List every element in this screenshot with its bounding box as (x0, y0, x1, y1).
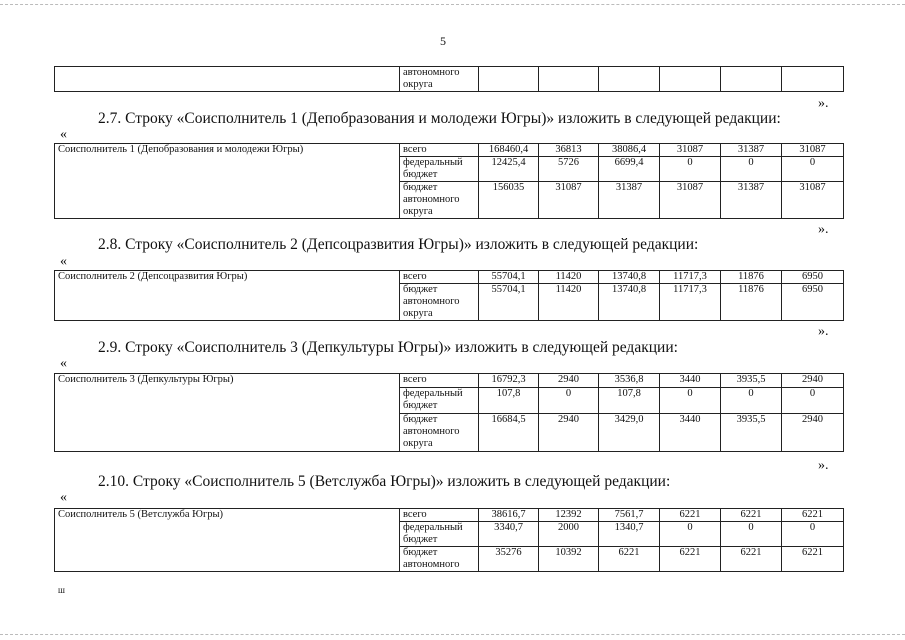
section-heading: 2.7. Строку «Соисполнитель 1 (Депобразования и молодежи Югры)» изложить в следующей редакции: (98, 110, 781, 127)
table-row (55, 374, 844, 388)
section-heading: 2.9. Строку «Соисполнитель 3 (Депкультуры Югры)» изложить в следующей редакции: (98, 339, 678, 356)
table-row (55, 509, 844, 522)
executor-cell: Соисполнитель 1 (Депобразования и молодежи Югры) (55, 144, 400, 219)
row-label: всего (400, 144, 479, 157)
section-heading: 2.8. Строку «Соисполнитель 2 (Депсоцразвития Югры)» изложить в следующей редакции: (98, 236, 699, 253)
value-cell: 156035 (479, 182, 539, 219)
closing-quote: ». (818, 96, 829, 111)
executor-cell: Соисполнитель 3 (Депкультуры Югры) (55, 374, 400, 452)
value-cell: 0 (782, 388, 844, 414)
value-cell: 3429,0 (599, 414, 660, 452)
value-cell: 38616,7 (479, 509, 539, 522)
row-label: всего (400, 271, 479, 284)
value-cell: 31087 (782, 144, 844, 157)
value-cell: 0 (660, 157, 721, 182)
value-cell: 3440 (660, 414, 721, 452)
value-cell: 0 (539, 388, 599, 414)
value-cell: 31387 (721, 182, 782, 219)
value-cell: 107,8 (479, 388, 539, 414)
row-label: бюджет автономного округа (400, 182, 479, 219)
scan-edge-top (0, 4, 905, 5)
executor-cell: Соисполнитель 5 (Ветслужба Югры) (55, 509, 400, 572)
value-cell: 6221 (599, 547, 660, 572)
value-cell: 6699,4 (599, 157, 660, 182)
value-cell: 6950 (782, 271, 844, 284)
value-cell: 11420 (539, 271, 599, 284)
value-cell: 2940 (782, 414, 844, 452)
value-cell: 11717,3 (660, 271, 721, 284)
row-label: федеральный бюджет (400, 157, 479, 182)
value-cell: 36813 (539, 144, 599, 157)
row-label: бюджет автономного округа (400, 414, 479, 452)
section-table (54, 508, 844, 572)
closing-quote: ». (818, 222, 829, 237)
value-cell: 3440 (660, 374, 721, 388)
value-cell: 11717,3 (660, 284, 721, 321)
value-cell: 16792,3 (479, 374, 539, 388)
value-cell: 7561,7 (599, 509, 660, 522)
value-cell: 168460,4 (479, 144, 539, 157)
value-cell: 31087 (660, 182, 721, 219)
value-cell: 31387 (721, 144, 782, 157)
section-heading: 2.10. Строку «Соисполнитель 5 (Ветслужба Югры)» изложить в следующей редакции: (98, 473, 671, 490)
value-cell: 0 (782, 157, 844, 182)
row-label: федеральный бюджет (400, 522, 479, 547)
value-cell: 0 (660, 388, 721, 414)
value-cell: 0 (660, 522, 721, 547)
value-cell: 0 (721, 157, 782, 182)
value-cell: 55704,1 (479, 284, 539, 321)
value-cell: 2000 (539, 522, 599, 547)
value-cell: 2940 (782, 374, 844, 388)
value-cell: 6221 (721, 547, 782, 572)
section-table (54, 270, 844, 321)
value-cell: 55704,1 (479, 271, 539, 284)
opening-quote: « (60, 490, 67, 505)
value-cell: 1340,7 (599, 522, 660, 547)
opening-quote: « (60, 356, 67, 371)
value-cell: 31087 (660, 144, 721, 157)
row-label: всего (400, 374, 479, 388)
table-row (55, 67, 844, 92)
value-cell: 38086,4 (599, 144, 660, 157)
value-cell: 6221 (660, 509, 721, 522)
value-cell: 5726 (539, 157, 599, 182)
value-cell: 31087 (782, 182, 844, 219)
scan-edge-bottom (0, 634, 905, 635)
value-cell: 10392 (539, 547, 599, 572)
value-cell: 13740,8 (599, 271, 660, 284)
value-cell: 0 (782, 522, 844, 547)
value-cell: 16684,5 (479, 414, 539, 452)
value-cell: 3340,7 (479, 522, 539, 547)
closing-quote: ». (818, 324, 829, 339)
table-row (55, 271, 844, 284)
value-cell: 35276 (479, 547, 539, 572)
section-table (54, 373, 844, 452)
continuation-table (54, 66, 844, 92)
value-cell: 0 (721, 522, 782, 547)
table-row (55, 144, 844, 157)
row-label: автономного округа (400, 67, 479, 92)
value-cell: 12425,4 (479, 157, 539, 182)
value-cell: 2940 (539, 414, 599, 452)
value-cell: 11420 (539, 284, 599, 321)
value-cell: 13740,8 (599, 284, 660, 321)
value-cell: 3935,5 (721, 374, 782, 388)
value-cell: 107,8 (599, 388, 660, 414)
row-label: федеральный бюджет (400, 388, 479, 414)
row-label: всего (400, 509, 479, 522)
value-cell: 6221 (782, 509, 844, 522)
section-table (54, 143, 844, 219)
row-label: бюджет автономного округа (400, 284, 479, 321)
opening-quote: « (60, 254, 67, 269)
executor-cell: Соисполнитель 2 (Депсоцразвития Югры) (55, 271, 400, 321)
value-cell: 31387 (599, 182, 660, 219)
value-cell: 31087 (539, 182, 599, 219)
value-cell: 6950 (782, 284, 844, 321)
value-cell: 6221 (782, 547, 844, 572)
opening-quote: « (60, 127, 67, 142)
value-cell: 6221 (721, 509, 782, 522)
value-cell: 11876 (721, 284, 782, 321)
value-cell: 3536,8 (599, 374, 660, 388)
footer-mark: ш (58, 585, 65, 595)
value-cell: 12392 (539, 509, 599, 522)
value-cell: 2940 (539, 374, 599, 388)
value-cell: 6221 (660, 547, 721, 572)
page-number: 5 (440, 34, 446, 48)
closing-quote: ». (818, 458, 829, 473)
value-cell: 0 (721, 388, 782, 414)
value-cell: 3935,5 (721, 414, 782, 452)
value-cell: 11876 (721, 271, 782, 284)
row-label: бюджет автономного (400, 547, 479, 572)
